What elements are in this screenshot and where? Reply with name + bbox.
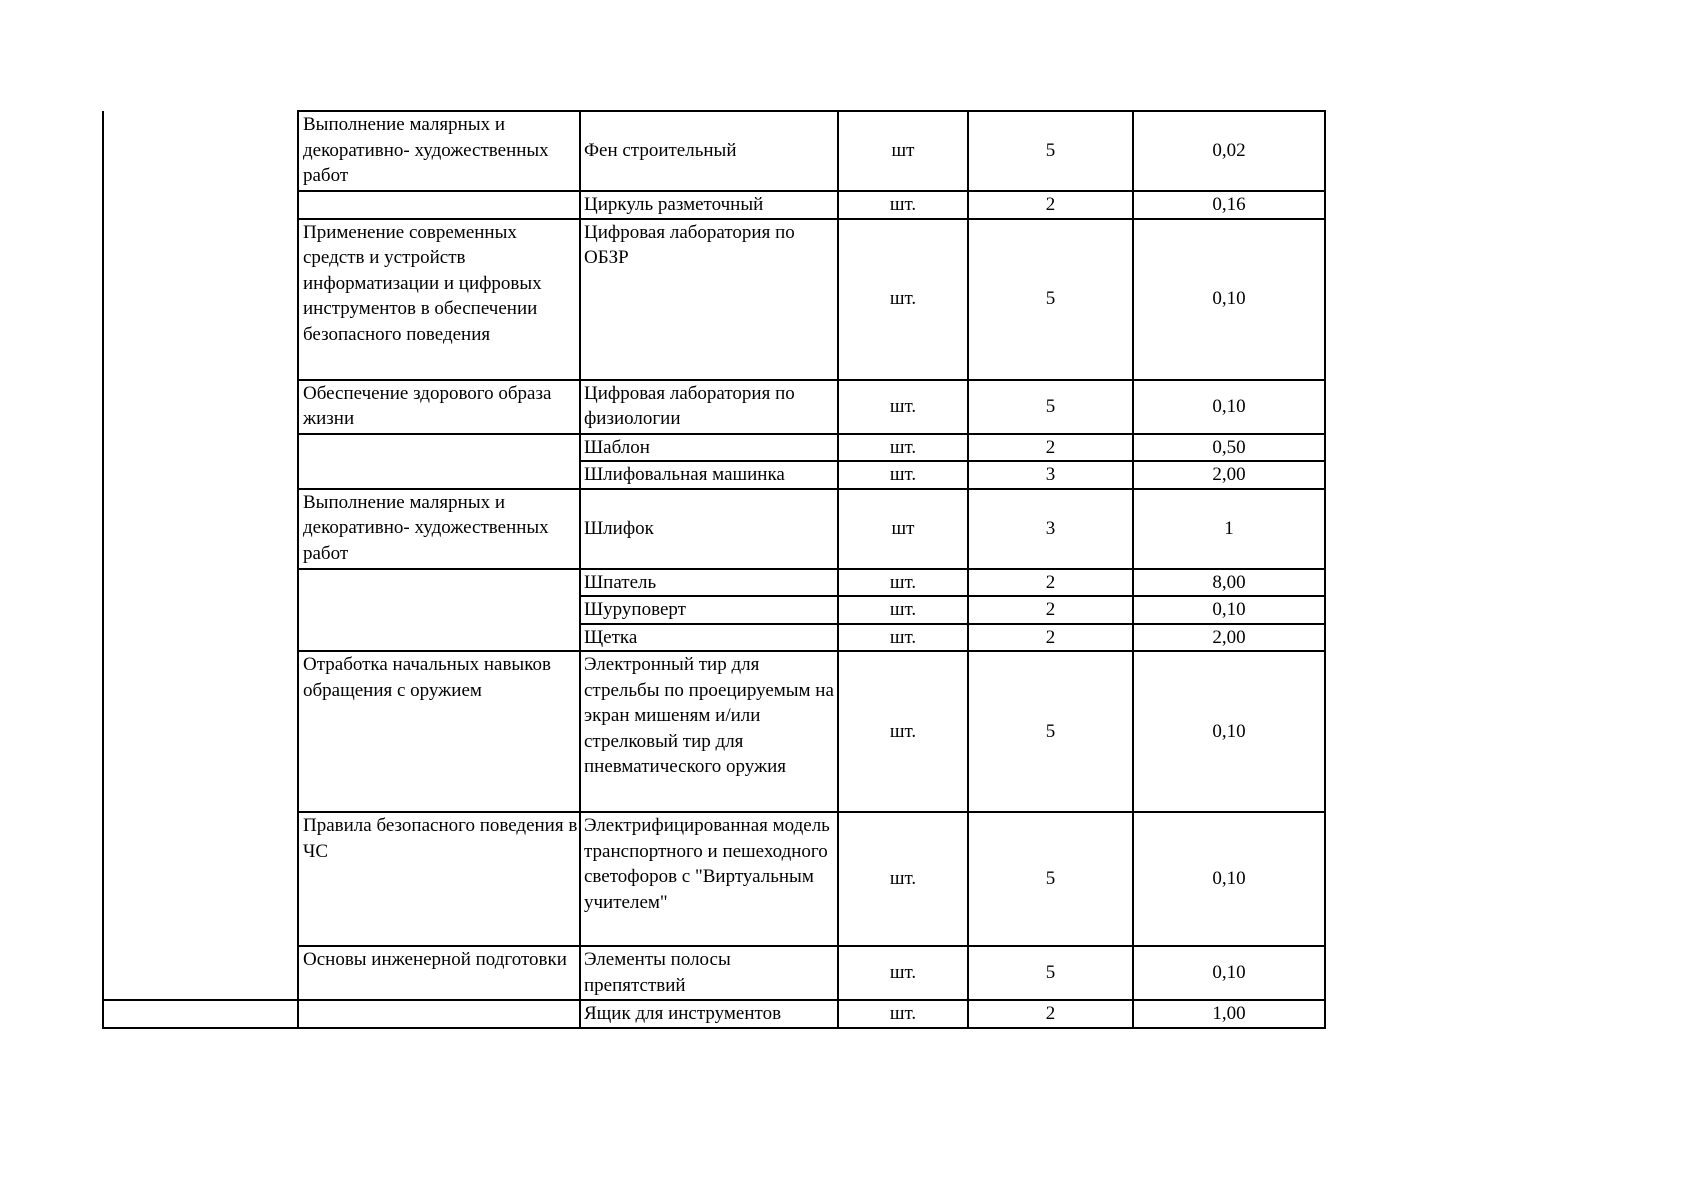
empty-cell — [103, 380, 298, 434]
value-cell: 2,00 — [1133, 461, 1325, 489]
table-row — [103, 111, 1325, 191]
table-row — [103, 380, 1325, 434]
topic-cell — [298, 1000, 580, 1028]
item-cell: Шлифовальная машинка — [580, 461, 838, 489]
empty-cell — [103, 624, 298, 652]
item-cell: Электронный тир для стрельбы по проецируемым на экран мишеням и/или стрелковый тир для пневматического оружия — [580, 651, 838, 812]
value-cell: 0,10 — [1133, 219, 1325, 380]
empty-cell — [103, 651, 298, 812]
quantity-cell: 5 — [968, 812, 1133, 946]
value-cell: 2,00 — [1133, 624, 1325, 652]
empty-cell — [103, 111, 298, 191]
topic-cell — [298, 569, 580, 652]
topic-cell: Выполнение малярных и декоративно- художественных работ — [298, 489, 580, 569]
table-row — [103, 812, 1325, 946]
unit-cell: шт. — [838, 596, 968, 624]
value-cell: 0,10 — [1133, 946, 1325, 1000]
table-row — [103, 624, 1325, 652]
quantity-cell: 2 — [968, 596, 1133, 624]
item-cell: Элементы полосы препятствий — [580, 946, 838, 1000]
table-row — [103, 434, 1325, 462]
unit-cell: шт. — [838, 434, 968, 462]
empty-cell — [103, 596, 298, 624]
unit-cell: шт. — [838, 380, 968, 434]
equipment-table — [102, 110, 1326, 1029]
item-cell: Шпатель — [580, 569, 838, 597]
topic-cell: Применение современных средств и устройств информатизации и цифровых инструментов в обеспечении безопасного поведения — [298, 219, 580, 380]
topic-cell: Обеспечение здорового образа жизни — [298, 380, 580, 434]
unit-cell: шт. — [838, 1000, 968, 1028]
quantity-cell: 2 — [968, 569, 1133, 597]
quantity-cell: 5 — [968, 651, 1133, 812]
quantity-cell: 5 — [968, 111, 1133, 191]
table-row — [103, 946, 1325, 1000]
empty-cell — [103, 946, 298, 1000]
empty-cell — [103, 812, 298, 946]
value-cell: 0,10 — [1133, 651, 1325, 812]
quantity-cell: 5 — [968, 219, 1133, 380]
empty-cell — [103, 191, 298, 219]
unit-cell: шт. — [838, 191, 968, 219]
empty-cell — [103, 1000, 298, 1028]
item-cell: Цифровая лаборатория по физиологии — [580, 380, 838, 434]
table-row — [103, 651, 1325, 812]
value-cell: 0,10 — [1133, 812, 1325, 946]
topic-cell: Отработка начальных навыков обращения с оружием — [298, 651, 580, 812]
topic-cell: Правила безопасного поведения в ЧС — [298, 812, 580, 946]
quantity-cell: 2 — [968, 191, 1133, 219]
table-row — [103, 1000, 1325, 1028]
topic-cell: Основы инженерной подготовки — [298, 946, 580, 1000]
quantity-cell: 5 — [968, 946, 1133, 1000]
unit-cell: шт. — [838, 812, 968, 946]
unit-cell: шт. — [838, 569, 968, 597]
value-cell: 0,10 — [1133, 380, 1325, 434]
unit-cell: шт. — [838, 219, 968, 380]
item-cell: Цифровая лаборатория по ОБЗР — [580, 219, 838, 380]
value-cell: 8,00 — [1133, 569, 1325, 597]
topic-cell: Выполнение малярных и декоративно- художественных работ — [298, 111, 580, 191]
value-cell: 0,50 — [1133, 434, 1325, 462]
item-cell: Шлифок — [580, 489, 838, 569]
unit-cell: шт — [838, 111, 968, 191]
item-cell: Фен строительный — [580, 111, 838, 191]
empty-cell — [103, 489, 298, 569]
quantity-cell: 2 — [968, 434, 1133, 462]
value-cell: 0,10 — [1133, 596, 1325, 624]
table-row — [103, 461, 1325, 489]
topic-cell — [298, 434, 580, 489]
topic-cell — [298, 191, 580, 219]
unit-cell: шт. — [838, 946, 968, 1000]
unit-cell: шт. — [838, 651, 968, 812]
table-row — [103, 191, 1325, 219]
table-row — [103, 596, 1325, 624]
item-cell: Шуруповерт — [580, 596, 838, 624]
table-row — [103, 569, 1325, 597]
unit-cell: шт. — [838, 461, 968, 489]
item-cell: Щетка — [580, 624, 838, 652]
quantity-cell: 5 — [968, 380, 1133, 434]
value-cell: 0,16 — [1133, 191, 1325, 219]
value-cell: 1 — [1133, 489, 1325, 569]
empty-cell — [103, 434, 298, 462]
quantity-cell: 3 — [968, 489, 1133, 569]
item-cell: Электрифицированная модель транспортного и пешеходного светофоров с "Виртуальным учителем" — [580, 812, 838, 946]
item-cell: Ящик для инструментов — [580, 1000, 838, 1028]
table-row — [103, 219, 1325, 380]
table-row — [103, 489, 1325, 569]
unit-cell: шт — [838, 489, 968, 569]
empty-cell — [103, 219, 298, 380]
value-cell: 1,00 — [1133, 1000, 1325, 1028]
item-cell: Циркуль разметочный — [580, 191, 838, 219]
item-cell: Шаблон — [580, 434, 838, 462]
empty-cell — [103, 461, 298, 489]
value-cell: 0,02 — [1133, 111, 1325, 191]
quantity-cell: 3 — [968, 461, 1133, 489]
empty-cell — [103, 569, 298, 597]
quantity-cell: 2 — [968, 624, 1133, 652]
quantity-cell: 2 — [968, 1000, 1133, 1028]
unit-cell: шт. — [838, 624, 968, 652]
